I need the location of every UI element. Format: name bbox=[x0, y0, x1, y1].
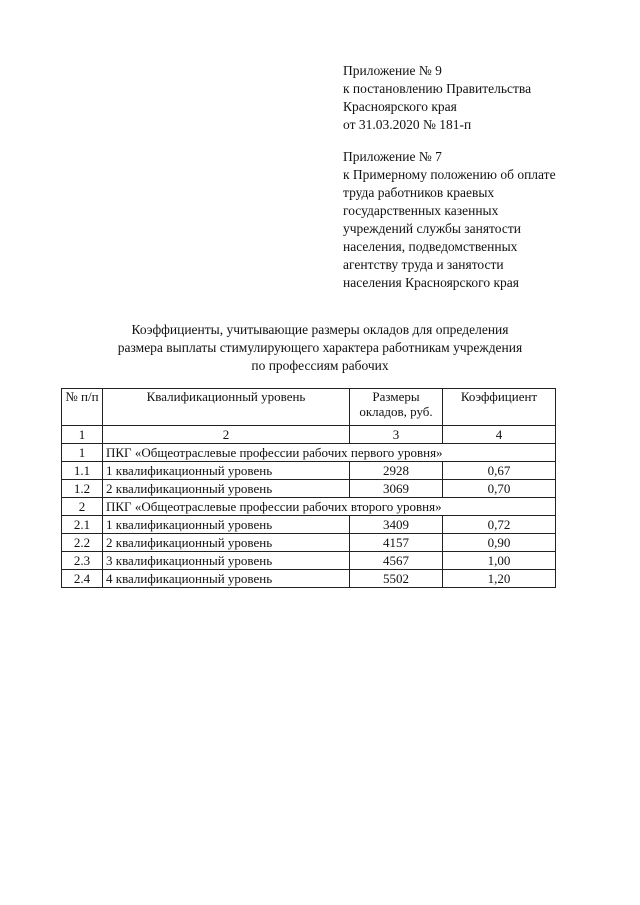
row-coefficient: 0,90 bbox=[443, 534, 556, 552]
group-number: 1 bbox=[62, 444, 103, 462]
appendix-7-line: агентству труда и занятости bbox=[343, 257, 504, 272]
row-level: 1 квалификационный уровень bbox=[103, 516, 350, 534]
group-name: ПКГ «Общеотраслевые профессии рабочих второго уровня» bbox=[103, 498, 556, 516]
row-salary: 5502 bbox=[350, 570, 443, 588]
row-level: 1 квалификационный уровень bbox=[103, 462, 350, 480]
row-coefficient: 1,20 bbox=[443, 570, 556, 588]
header-cell-salary: Размеры окладов, руб. bbox=[350, 389, 443, 426]
row-salary: 4157 bbox=[350, 534, 443, 552]
appendix-7-line: Приложение № 7 bbox=[343, 149, 442, 164]
appendix-7-line: к Примерному положению об оплате bbox=[343, 167, 556, 182]
group-name: ПКГ «Общеотраслевые профессии рабочих первого уровня» bbox=[103, 444, 556, 462]
appendix-7-block bbox=[343, 148, 556, 292]
header-cell-coefficient: Коэффициент bbox=[443, 389, 556, 426]
row-coefficient: 0,72 bbox=[443, 516, 556, 534]
table-row bbox=[62, 462, 556, 480]
column-numbering-row bbox=[62, 426, 556, 444]
table-row bbox=[62, 534, 556, 552]
numbering-cell: 3 bbox=[350, 426, 443, 444]
numbering-cell: 2 bbox=[103, 426, 350, 444]
numbering-cell: 4 bbox=[443, 426, 556, 444]
appendix-9-block bbox=[343, 62, 531, 134]
header-cell-number: № п/п bbox=[62, 389, 103, 426]
appendix-7-line: государственных казенных bbox=[343, 203, 499, 218]
row-number: 2.2 bbox=[62, 534, 103, 552]
row-salary: 4567 bbox=[350, 552, 443, 570]
row-coefficient: 0,70 bbox=[443, 480, 556, 498]
group-number: 2 bbox=[62, 498, 103, 516]
row-salary: 2928 bbox=[350, 462, 443, 480]
row-salary: 3409 bbox=[350, 516, 443, 534]
row-salary: 3069 bbox=[350, 480, 443, 498]
appendix-7-line: населения Красноярского края bbox=[343, 275, 519, 290]
table-row bbox=[62, 570, 556, 588]
document-title bbox=[60, 321, 580, 375]
appendix-9-line: от 31.03.2020 № 181-п bbox=[343, 117, 472, 132]
row-level: 4 квалификационный уровень bbox=[103, 570, 350, 588]
row-coefficient: 0,67 bbox=[443, 462, 556, 480]
appendix-7-line: учреждений службы занятости bbox=[343, 221, 521, 236]
row-number: 2.1 bbox=[62, 516, 103, 534]
appendix-7-line: труда работников краевых bbox=[343, 185, 495, 200]
title-line: размера выплаты стимулирующего характера работникам учреждения bbox=[117, 340, 523, 355]
appendix-9-line: Приложение № 9 bbox=[343, 63, 442, 78]
row-number: 1.2 bbox=[62, 480, 103, 498]
title-line: по профессиям рабочих bbox=[251, 358, 389, 373]
appendix-7-line: населения, подведомственных bbox=[343, 239, 518, 254]
row-number: 2.4 bbox=[62, 570, 103, 588]
appendix-9-line: к постановлению Правительства bbox=[343, 81, 532, 96]
row-level: 2 квалификационный уровень bbox=[103, 480, 350, 498]
table-header-row bbox=[62, 389, 556, 426]
table-row bbox=[62, 552, 556, 570]
header-cell-level: Квалификационный уровень bbox=[103, 389, 350, 426]
row-number: 2.3 bbox=[62, 552, 103, 570]
group-row bbox=[62, 498, 556, 516]
table-row bbox=[62, 516, 556, 534]
coefficients-table bbox=[61, 388, 556, 588]
row-level: 3 квалификационный уровень bbox=[103, 552, 350, 570]
row-number: 1.1 bbox=[62, 462, 103, 480]
group-row bbox=[62, 444, 556, 462]
table-row bbox=[62, 480, 556, 498]
appendix-9-line: Красноярского края bbox=[343, 99, 457, 114]
numbering-cell: 1 bbox=[62, 426, 103, 444]
title-line: Коэффициенты, учитывающие размеры окладов для определения bbox=[131, 322, 509, 337]
row-level: 2 квалификационный уровень bbox=[103, 534, 350, 552]
row-coefficient: 1,00 bbox=[443, 552, 556, 570]
